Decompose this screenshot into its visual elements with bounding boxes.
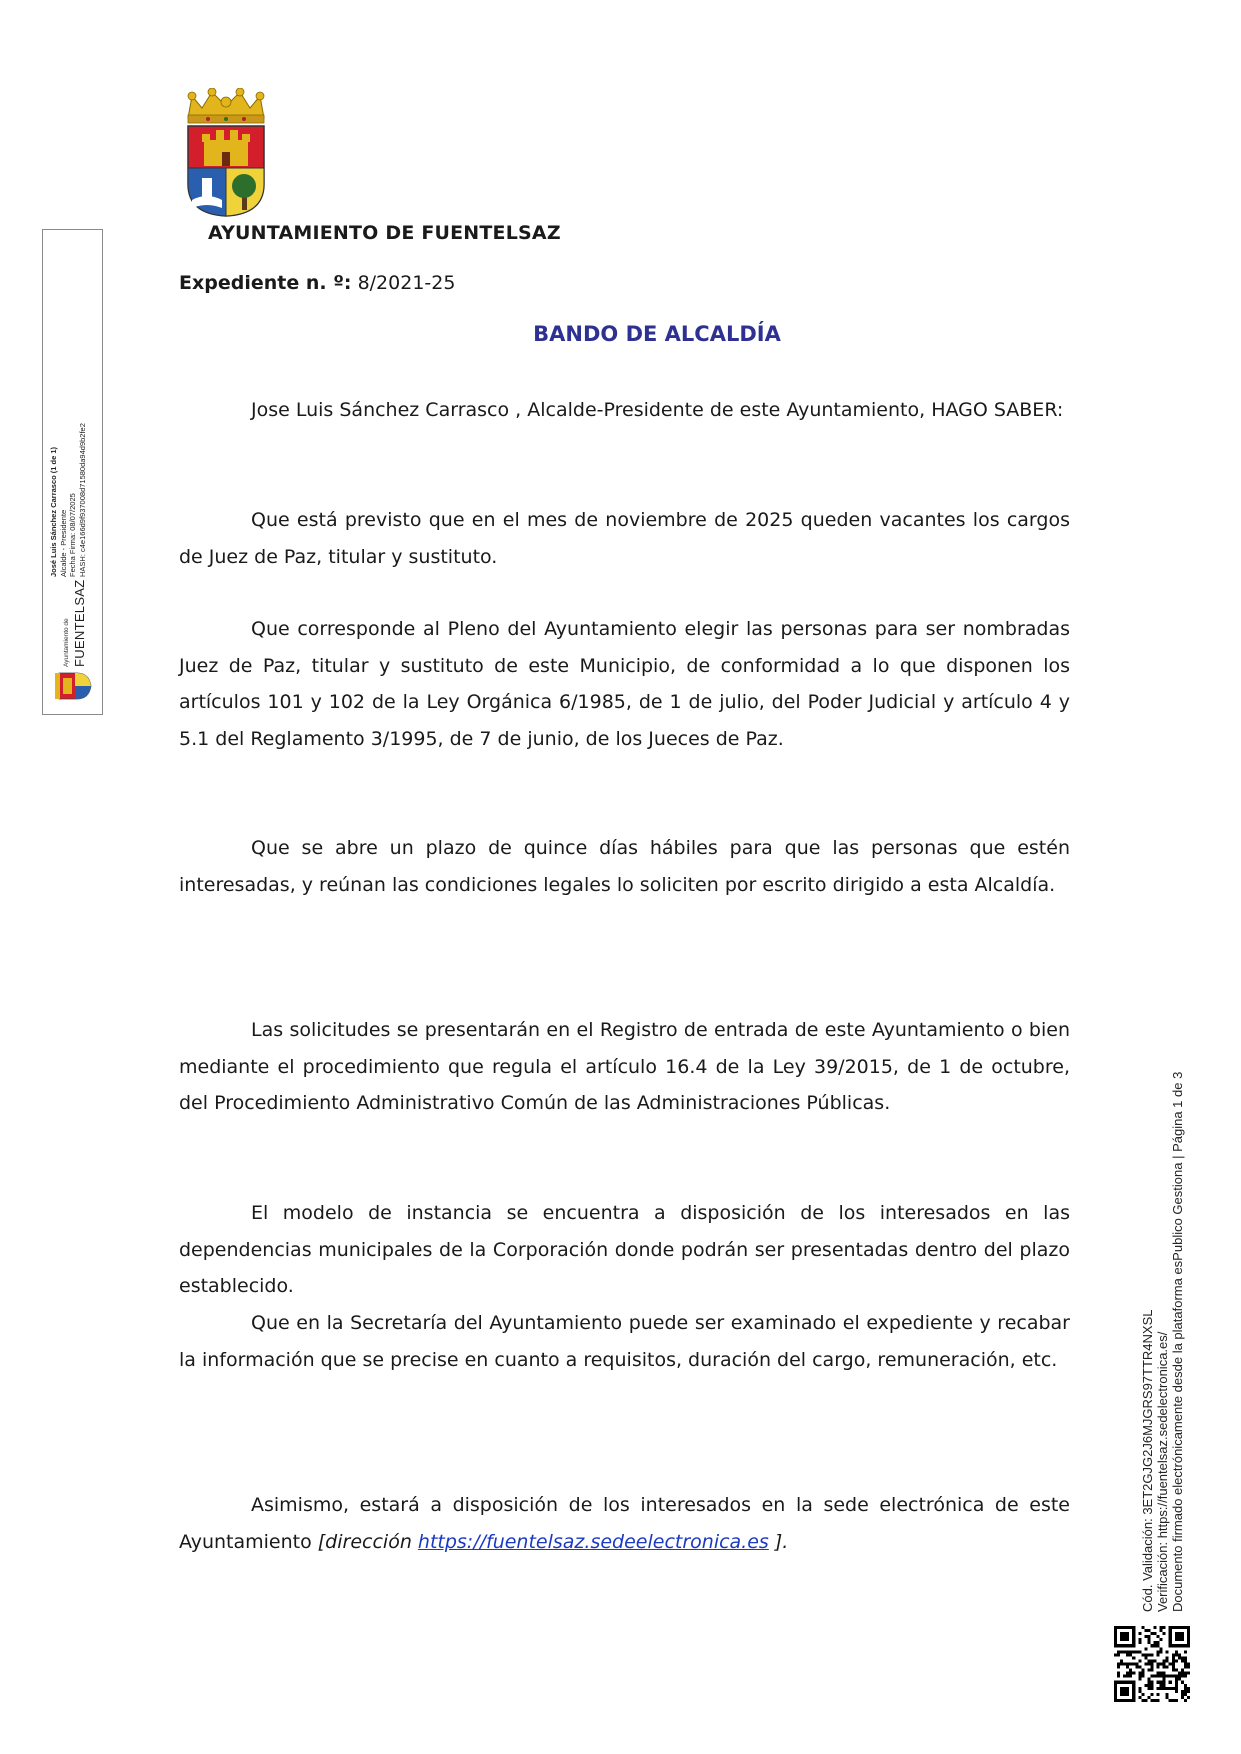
paragraph-8: [179, 1487, 1070, 1560]
validation-code: Cód. Validación: 3ET2GJG2J6MJGRS97TTR4NXSL: [1140, 1309, 1155, 1612]
paragraph-8-prefix: Asimismo, estará a disposición de los interesados en la sede electrónica de este Ayuntamiento: [179, 1494, 1070, 1553]
paragraph-2-text: Que está previsto que en el mes de noviembre de 2025 queden vacantes los cargos de Juez de Paz, titular y sustituto.: [179, 509, 1070, 568]
paragraph-5: [179, 1012, 1070, 1122]
validation-note: Documento firmado electrónicamente desde la plataforma esPublico Gestiona | Página 1 de 3: [1170, 1071, 1185, 1612]
organization-name: AYUNTAMIENTO DE FUENTELSAZ: [208, 222, 561, 244]
qr-code[interactable]: [1114, 1626, 1190, 1702]
stamp-hash: HASH: c4e166d9f937008d71580da94d9b2fe2: [77, 423, 87, 577]
stamp-date: Fecha Firma: 08/07/2025: [67, 493, 77, 577]
paragraph-4: [179, 830, 1070, 903]
paragraph-5-text: Las solicitudes se presentarán en el Registro de entrada de este Ayuntamiento o bien mediante el procedimiento que regula el artículo 16.4 de la Ley 39/2015, de 1 de octubre, del Procedimiento Administrativo Común de las Administraciones Públicas.: [179, 1019, 1070, 1114]
stamp-municipality: FUENTELSAZ: [71, 579, 87, 667]
paragraph-2: [179, 502, 1070, 575]
stamp-role: Alcalde - Presidente: [58, 509, 68, 577]
paragraph-3: [179, 611, 1070, 757]
stamp-signer: José Luis Sánchez Carrasco (1 de 1): [48, 446, 58, 577]
paragraph-1-text: Jose Luis Sánchez Carrasco , Alcalde-Presidente de este Ayuntamiento, HAGO SABER:: [251, 399, 1064, 421]
signature-stamp: [42, 229, 103, 715]
paragraph-7-text: Que en la Secretaría del Ayuntamiento puede ser examinado el expediente y recabar la información que se precise en cuanto a requisitos, duración del cargo, remuneración, etc.: [179, 1312, 1070, 1371]
validation-block: [1140, 1071, 1192, 1612]
expediente-value: 8/2021-25: [357, 272, 456, 294]
coat-of-arms-logo: [178, 88, 274, 218]
sede-electronica-link[interactable]: https://fuentelsaz.sedeelectronica.es: [417, 1530, 769, 1553]
paragraph-7: [179, 1305, 1070, 1378]
address-bracket-close: ].: [768, 1530, 789, 1553]
paragraph-8-text: [179, 1487, 1070, 1560]
paragraph-6-text: El modelo de instancia se encuentra a disposición de los interesados en las dependencias municipales de la Corporación donde podrán ser presentadas dentro del plazo establecido.: [179, 1202, 1070, 1297]
signature-stamp-content: [45, 237, 101, 707]
municipal-shield-icon: [53, 667, 93, 705]
address-bracket-open: [dirección: [317, 1530, 418, 1553]
stamp-signature-details: [49, 423, 87, 577]
expediente-label: Expediente n. º:: [179, 272, 352, 294]
document-title: BANDO DE ALCALDÍA: [533, 322, 781, 346]
stamp-municipality-small: Ayuntamiento de: [62, 618, 70, 667]
paragraph-6: [179, 1195, 1070, 1305]
expediente-number: [179, 272, 455, 294]
paragraph-4-text: Que se abre un plazo de quince días hábiles para que las personas que estén interesadas, y reúnan las condiciones legales lo soliciten por escrito dirigido a esta Alcaldía.: [179, 837, 1070, 896]
validation-url: Verificación: https://fuentelsaz.sedelectronica.es/: [1155, 1331, 1170, 1612]
paragraph-1: [179, 392, 1070, 429]
paragraph-3-text: Que corresponde al Pleno del Ayuntamiento elegir las personas para ser nombradas Juez de Paz, titular y sustituto de este Municipio, de conformidad a lo que disponen los artículos 101 y 102 de la Ley Orgánica 6/1985, de 1 de julio, del Poder Judicial y artículo 4 y 5.1 del Reglamento 3/1995, de 7 de junio, de los Jueces de Paz.: [179, 618, 1070, 750]
